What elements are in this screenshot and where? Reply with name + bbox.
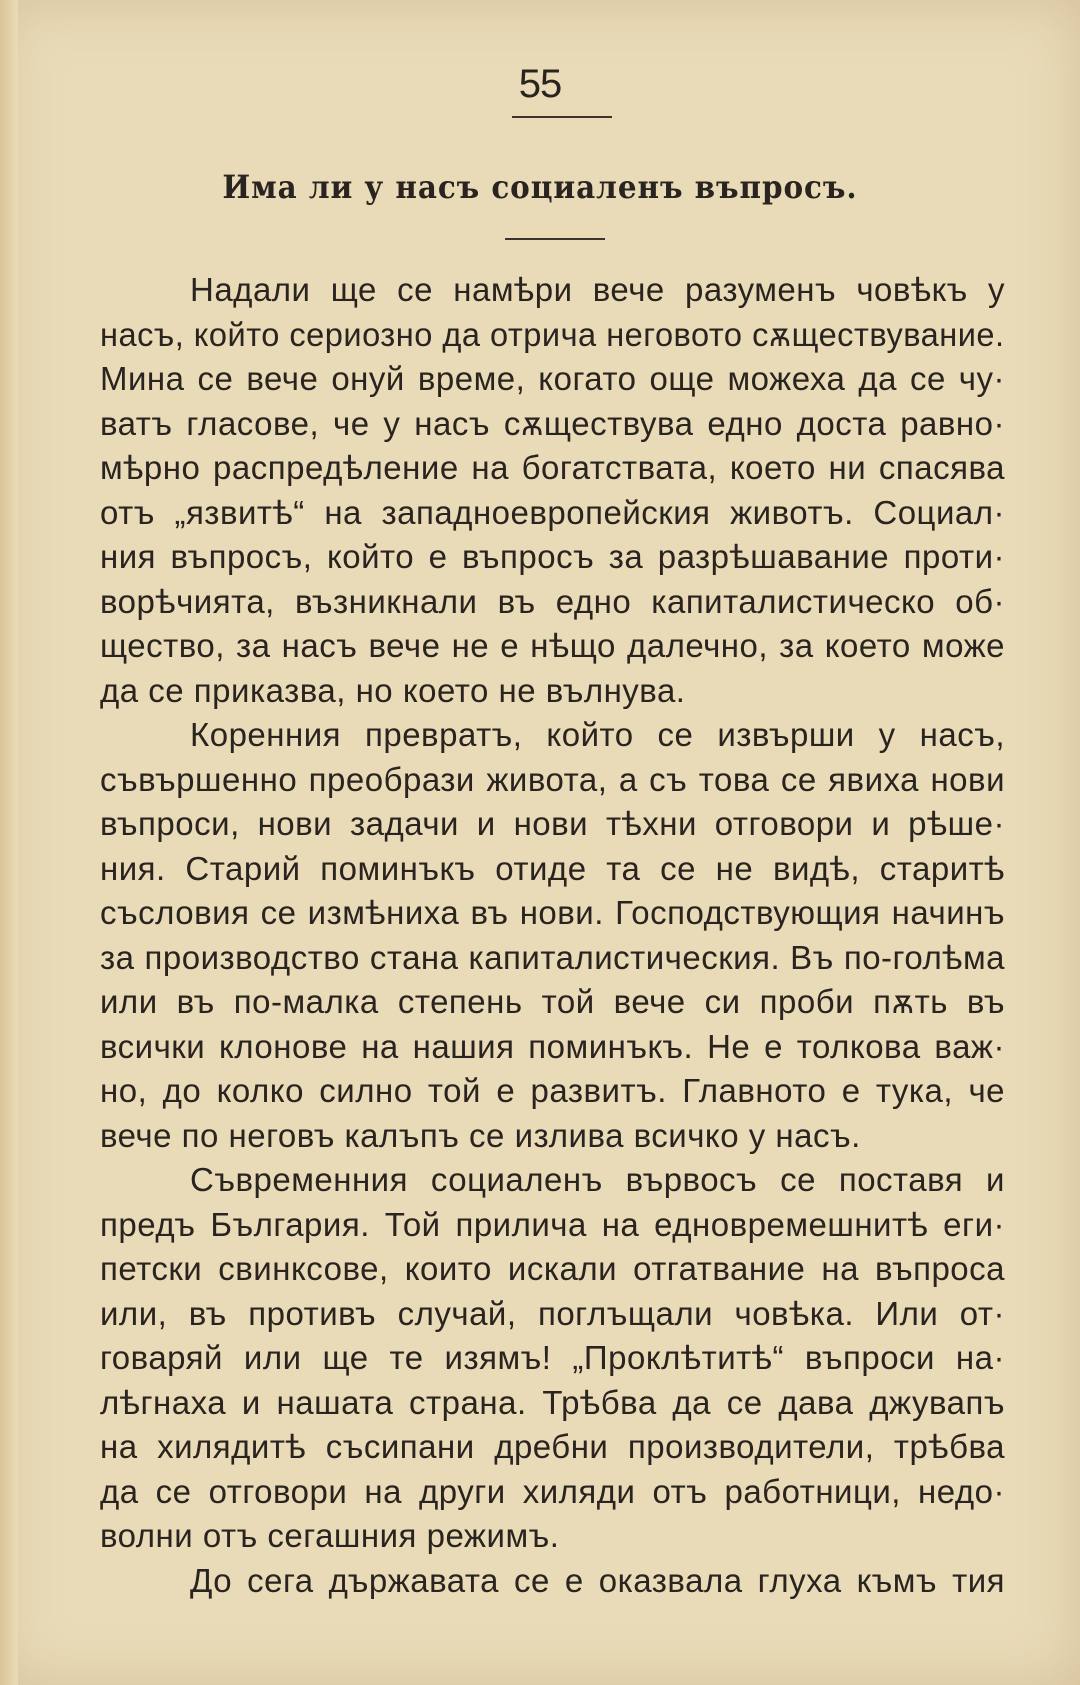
- paragraph: [100, 713, 1005, 1158]
- text-line: Коренния превратъ, който се извърши у насъ,: [190, 716, 1005, 753]
- text-line: волни отъ сегашния режимъ.: [100, 1517, 560, 1554]
- body-text: [100, 268, 1005, 1603]
- text-line: Съвременния социаленъ вървосъ се поставя и: [190, 1161, 1005, 1198]
- text-line: на хилядитѣ съсипани дребни производители, трѣбва: [100, 1428, 1005, 1465]
- text-line: ватъ гласове, че у насъ сѫществува едно доста равно·: [100, 404, 1005, 442]
- text-line: за производство стана капиталистическия. Въ по-голѣма: [100, 938, 1005, 976]
- text-line: щество, за насъ вече не е нѣщо далечно, за което може: [100, 627, 1005, 664]
- page-number-rule: [512, 116, 612, 118]
- text-line: или въ по-малка степень той вече си проби пѫть въ: [100, 983, 1005, 1020]
- text-line: ния. Старий поминъкъ отиде та се не видѣ, старитѣ: [100, 849, 1005, 887]
- text-line: Мина се вече онуй време, когато още можеха да се чу·: [100, 360, 1005, 397]
- text-line: отъ „язвитѣ“ на западноевропейския животъ. Социал·: [100, 493, 1005, 531]
- text-line: съвършенно преобрази живота, а съ това се явиха нови: [100, 760, 1005, 798]
- text-line: предъ България. Той прилича на едновремешнитѣ еги·: [100, 1205, 1005, 1243]
- text-line: всички клонове на нашия поминъкъ. Не е толкова важ·: [100, 1027, 1005, 1065]
- text-line: да се отговори на други хиляди отъ работници, недо·: [100, 1472, 1005, 1510]
- text-line: лѣгнаха и нашата страна. Трѣбва да се дава джувапъ: [100, 1383, 1005, 1421]
- text-line: говаряй или ще те изямъ! „Проклѣтитѣ“ въпроси на·: [100, 1339, 1005, 1376]
- text-line: ворѣчията, възникнали въ едно капиталистическо об·: [100, 582, 1005, 620]
- text-line: да се приказва, но което не вълнува.: [100, 671, 686, 709]
- page-number: 55: [518, 62, 562, 106]
- paragraph: [100, 1559, 1005, 1604]
- text-line: До сега държавата се е оказвала глуха къмъ тия: [190, 1561, 1005, 1599]
- text-line: въпроси, нови задачи и нови тѣхни отговори и рѣше·: [100, 805, 1005, 842]
- text-line: Надали ще се намѣри вече разуменъ човѣкъ у: [190, 271, 1005, 308]
- text-line: мѣрно распредѣление на богатствата, което ни спасява: [100, 449, 1005, 486]
- text-line: ния въпросъ, който е въпросъ за разрѣшавание проти·: [100, 538, 1005, 575]
- paragraph: [100, 1158, 1005, 1559]
- chapter-title: Има ли у насъ социаленъ въпросъ.: [222, 168, 858, 206]
- title-rule: [505, 238, 605, 240]
- text-line: петски свинксове, които искали отгатвание на въпроса: [100, 1250, 1005, 1287]
- text-line: съсловия се измѣниха въ нови. Господствующия начинъ: [100, 894, 1005, 931]
- text-line: но, до колко силно той е развитъ. Главното е тука, че: [100, 1072, 1005, 1109]
- text-line: насъ, който сериозно да отрича неговото сѫществувание.: [100, 315, 1005, 353]
- paragraph: [100, 268, 1005, 713]
- text-line: вече по неговъ калъпъ се излива всичко у насъ.: [100, 1116, 861, 1154]
- text-line: или, въ противъ случай, поглъщали човѣка. Или от·: [100, 1294, 1005, 1332]
